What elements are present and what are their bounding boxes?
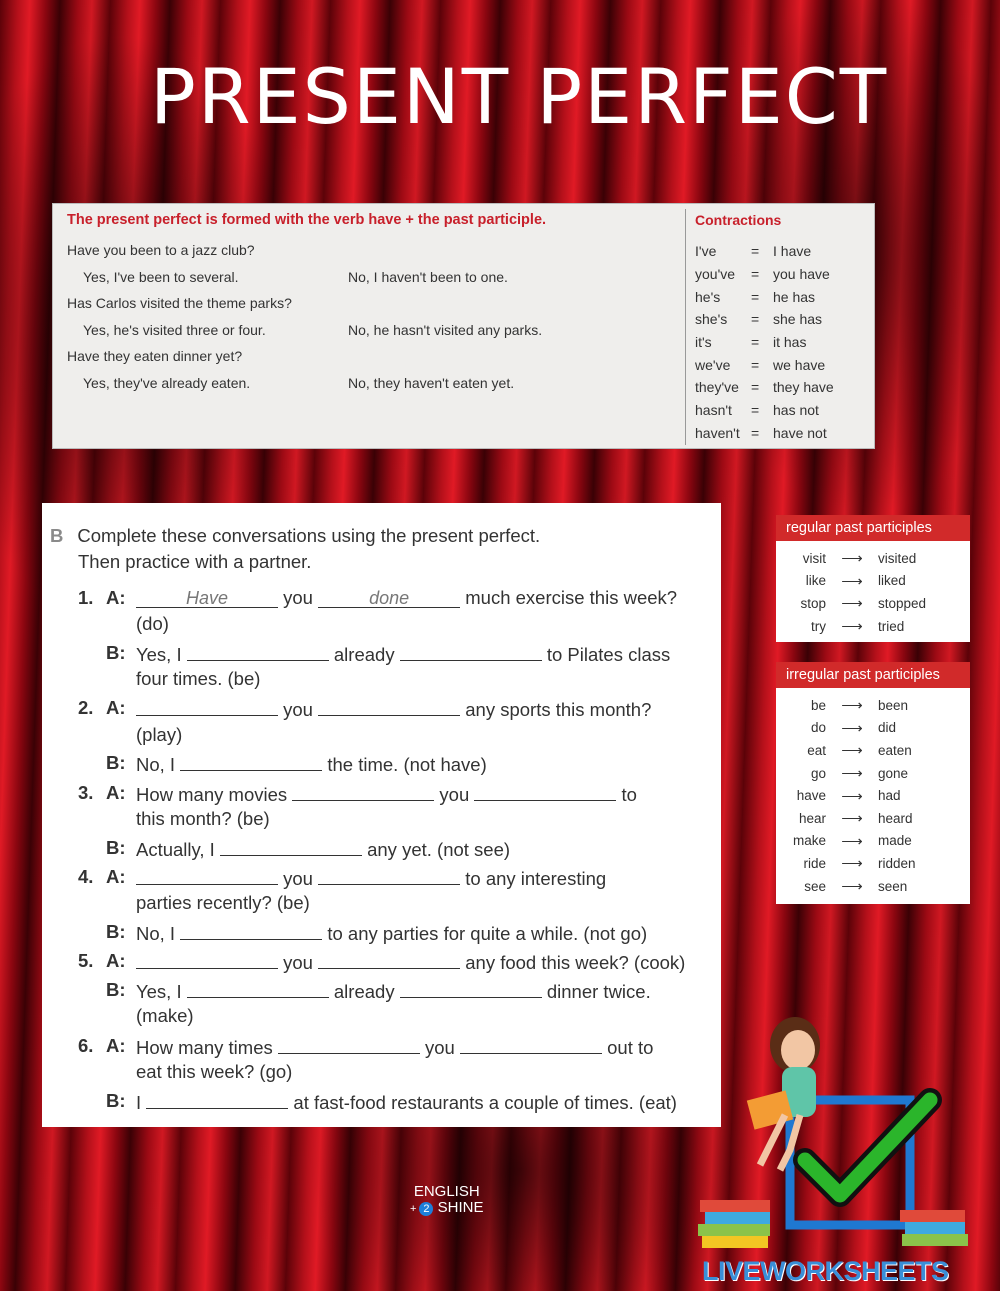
- grammar-examples: [67, 212, 677, 401]
- line-1b-cont: four times. (be): [136, 668, 261, 689]
- text: you: [283, 868, 313, 889]
- line-3b: [136, 837, 510, 861]
- contraction-row: [695, 263, 834, 286]
- text: How many times: [136, 1037, 273, 1058]
- text: Yes, I: [136, 644, 182, 665]
- contraction-long: they have: [773, 379, 834, 396]
- logo-bottom: SHINE: [437, 1199, 484, 1216]
- speaker-a: A:: [106, 782, 126, 803]
- past-participle: liked: [878, 573, 906, 589]
- base-verb: hear: [798, 810, 826, 826]
- participle-row: [776, 784, 970, 807]
- equals-sign: =: [751, 356, 760, 373]
- contraction-short: we've: [695, 356, 731, 373]
- arrow-icon: ⟶: [841, 765, 863, 783]
- grammar-answers: [67, 375, 677, 390]
- line-2a-cont: (play): [136, 724, 183, 745]
- speaker-b: B:: [106, 837, 126, 858]
- past-participle: been: [878, 697, 909, 713]
- grammar-question: Has Carlos visited the theme parks?: [67, 295, 292, 311]
- base-verb: do: [810, 720, 826, 736]
- answer-blank[interactable]: [318, 697, 460, 716]
- speaker-b: B:: [106, 921, 126, 942]
- arrow-icon: ⟶: [841, 878, 863, 896]
- girl-reading-icon: [747, 1017, 820, 1170]
- answer-blank[interactable]: [474, 782, 616, 801]
- base-verb: try: [811, 618, 826, 634]
- answer-blank[interactable]: [400, 979, 542, 998]
- line-6b: [136, 1090, 677, 1114]
- irregular-participles-box: [776, 662, 970, 904]
- english2shine-logo: ENGLISH + 2 SHINE: [410, 1183, 484, 1216]
- participle-row: [776, 807, 970, 830]
- answer-blank[interactable]: [180, 752, 322, 771]
- participle-row: [776, 739, 970, 762]
- answer-blank[interactable]: [187, 642, 329, 661]
- intro-line-1: Complete these conversations using the present perfect.: [77, 525, 541, 546]
- base-verb: visit: [802, 550, 826, 566]
- contractions-panel: [695, 212, 834, 444]
- arrow-icon: ⟶: [841, 742, 863, 760]
- equals-sign: =: [751, 424, 760, 441]
- text: you: [425, 1037, 455, 1058]
- participle-row: [776, 570, 970, 593]
- grammar-box: [52, 203, 875, 449]
- participle-row: [776, 615, 970, 638]
- item-number: 3.: [78, 782, 94, 803]
- arrow-icon: ⟶: [841, 550, 863, 568]
- contraction-row: [695, 331, 834, 354]
- base-verb: ride: [803, 855, 826, 871]
- base-verb: make: [792, 833, 826, 849]
- contraction-long: have not: [773, 424, 827, 441]
- intro-line-2: Then practice with a partner.: [78, 551, 312, 572]
- equals-sign: =: [751, 311, 760, 328]
- equals-sign: =: [751, 402, 760, 419]
- answer-blank[interactable]: Have: [136, 589, 278, 608]
- grammar-no: No, I haven't been to one.: [348, 269, 508, 285]
- exercise-intro: [50, 523, 540, 575]
- contraction-long: she has: [773, 311, 823, 328]
- base-verb: eat: [807, 742, 826, 758]
- text: you: [439, 784, 470, 805]
- text: you: [283, 952, 313, 973]
- line-4b: [136, 921, 647, 945]
- text: you: [283, 699, 313, 720]
- contraction-short: they've: [695, 379, 739, 396]
- past-participle: heard: [878, 810, 913, 826]
- item-number: 4.: [78, 866, 94, 887]
- contraction-short: haven't: [695, 424, 740, 441]
- grammar-yes: Yes, they've already eaten.: [83, 375, 251, 391]
- contraction-short: you've: [695, 266, 736, 283]
- answer-blank[interactable]: [187, 979, 329, 998]
- text: the time. (not have): [327, 754, 487, 775]
- line-1a: [136, 587, 677, 609]
- line-5a: [136, 950, 685, 974]
- base-verb: have: [796, 788, 826, 804]
- participle-row: [776, 592, 970, 615]
- item-number: 6.: [78, 1035, 94, 1056]
- participle-row: [776, 875, 970, 898]
- speaker-a: A:: [106, 1035, 126, 1056]
- contraction-long: I have: [773, 243, 812, 260]
- contraction-row: [695, 422, 834, 445]
- text: No, I: [136, 754, 176, 775]
- speaker-b: B:: [106, 752, 126, 773]
- participle-row: [776, 717, 970, 740]
- arrow-icon: ⟶: [841, 719, 863, 737]
- contraction-short: hasn't: [695, 402, 732, 419]
- item-number: 1.: [78, 587, 94, 608]
- equals-sign: =: [751, 288, 760, 305]
- contraction-row: [695, 285, 834, 308]
- past-participle: tried: [878, 618, 905, 634]
- text: out to: [607, 1037, 654, 1058]
- line-6a-cont: eat this week? (go): [136, 1061, 293, 1082]
- arrow-icon: ⟶: [841, 787, 863, 805]
- answer-blank[interactable]: [292, 782, 434, 801]
- line-5b-cont: (make): [136, 1005, 194, 1026]
- arrow-icon: ⟶: [841, 697, 863, 715]
- line-2a: [136, 697, 651, 721]
- grammar-heading: The present perfect is formed with the verb have + the past participle.: [67, 212, 547, 228]
- past-participle: eaten: [878, 742, 912, 758]
- text: already: [333, 981, 395, 1002]
- grammar-answers: [67, 269, 677, 284]
- irregular-heading: irregular past participles: [776, 662, 970, 688]
- participle-row: [776, 547, 970, 570]
- contraction-short: it's: [695, 334, 712, 351]
- line-4a: [136, 866, 606, 890]
- past-participle: made: [878, 833, 912, 849]
- books-stack-icon: [900, 1210, 968, 1246]
- item-number: 5.: [78, 950, 94, 971]
- regular-heading: regular past participles: [776, 515, 970, 541]
- base-verb: be: [810, 697, 826, 713]
- answer-blank[interactable]: [136, 950, 278, 969]
- arrow-icon: ⟶: [841, 595, 863, 613]
- logo-two: 2: [419, 1202, 433, 1216]
- teacher-illustration: [690, 1005, 990, 1285]
- contraction-long: it has: [773, 334, 807, 351]
- item-number: 2.: [78, 697, 94, 718]
- grammar-question: Have they eaten dinner yet?: [67, 348, 243, 364]
- text: Actually, I: [136, 839, 215, 860]
- books-stack-icon: [698, 1200, 770, 1248]
- contraction-row: [695, 308, 834, 331]
- text: at fast-food restaurants a couple of times. (eat): [293, 1092, 677, 1113]
- answer-blank[interactable]: [136, 697, 278, 716]
- contraction-row: [695, 353, 834, 376]
- regular-participles-box: [776, 515, 970, 642]
- answer-blank[interactable]: done: [318, 589, 460, 608]
- contraction-row: [695, 376, 834, 399]
- text: to any interesting: [465, 868, 607, 889]
- line-5b: [136, 979, 651, 1003]
- contractions-heading: Contractions: [695, 212, 782, 228]
- liveworksheets-watermark: LIVEWORKSHEETS: [702, 1256, 949, 1286]
- text: you: [283, 587, 313, 608]
- past-participle: seen: [878, 878, 908, 894]
- contraction-short: I've: [695, 243, 717, 260]
- grammar-divider: [685, 209, 686, 445]
- answer-blank[interactable]: [146, 1090, 288, 1109]
- line-2b: [136, 752, 487, 776]
- equals-sign: =: [751, 334, 760, 351]
- text: to any parties for quite a while. (not go): [327, 923, 648, 944]
- speaker-a: A:: [106, 697, 126, 718]
- speaker-a: A:: [106, 950, 126, 971]
- arrow-icon: ⟶: [841, 618, 863, 636]
- speaker-b: B:: [106, 979, 126, 1000]
- equals-sign: =: [751, 243, 760, 260]
- past-participle: had: [878, 788, 901, 804]
- text: Yes, I: [136, 981, 182, 1002]
- grammar-answers: [67, 322, 677, 337]
- line-1a-cont: (do): [136, 613, 169, 634]
- text: No, I: [136, 923, 176, 944]
- arrow-icon: ⟶: [841, 810, 863, 828]
- grammar-yes: Yes, he's visited three or four.: [83, 322, 266, 338]
- answer-blank[interactable]: [400, 642, 542, 661]
- grammar-question: Have you been to a jazz club?: [67, 242, 255, 258]
- past-participle: did: [878, 720, 897, 736]
- line-1b: [136, 642, 670, 666]
- speaker-a: A:: [106, 866, 126, 887]
- line-3a: [136, 782, 637, 806]
- contraction-long: we have: [773, 356, 826, 373]
- arrow-icon: ⟶: [841, 832, 863, 850]
- base-verb: stop: [800, 595, 826, 611]
- grammar-yes: Yes, I've been to several.: [83, 269, 239, 285]
- exercise-letter: B: [50, 525, 64, 546]
- contraction-short: he's: [695, 288, 721, 305]
- contraction-row: [695, 399, 834, 422]
- answer-blank[interactable]: [460, 1035, 602, 1054]
- grammar-no: No, he hasn't visited any parks.: [348, 322, 543, 338]
- contraction-row: [695, 240, 834, 263]
- arrow-icon: ⟶: [841, 572, 863, 590]
- answer-blank[interactable]: [136, 866, 278, 885]
- text: I: [136, 1092, 142, 1113]
- past-participle: stopped: [878, 595, 927, 611]
- text: any food this week? (cook): [465, 952, 686, 973]
- participle-row: [776, 762, 970, 785]
- answer-blank[interactable]: [180, 921, 322, 940]
- contraction-short: she's: [695, 311, 728, 328]
- grammar-no: No, they haven't eaten yet.: [348, 375, 515, 391]
- text: any sports this month?: [465, 699, 652, 720]
- answer-blank[interactable]: [278, 1035, 420, 1054]
- base-verb: like: [805, 573, 826, 589]
- text: How many movies: [136, 784, 288, 805]
- answer-blank[interactable]: [318, 866, 460, 885]
- contraction-long: you have: [773, 266, 830, 283]
- speaker-b: B:: [106, 642, 126, 663]
- base-verb: see: [804, 878, 826, 894]
- text: dinner twice.: [546, 981, 651, 1002]
- speaker-a: A:: [106, 587, 126, 608]
- text: any yet. (not see): [367, 839, 511, 860]
- past-participle: gone: [878, 765, 909, 781]
- line-6a: [136, 1035, 653, 1059]
- text: to Pilates class: [546, 644, 671, 665]
- answer-blank[interactable]: [220, 837, 362, 856]
- text: already: [333, 644, 395, 665]
- page-title: PRESENT PERFECT: [150, 52, 889, 141]
- exercise-panel: [42, 503, 721, 1127]
- line-4a-cont: parties recently? (be): [136, 892, 310, 913]
- contraction-long: has not: [773, 402, 819, 419]
- contraction-long: he has: [773, 288, 816, 305]
- base-verb: go: [810, 765, 826, 781]
- past-participle: ridden: [878, 855, 916, 871]
- logo-top: ENGLISH: [413, 1183, 480, 1200]
- line-3a-cont: this month? (be): [136, 808, 270, 829]
- speaker-b: B:: [106, 1090, 126, 1111]
- participle-row: [776, 852, 970, 875]
- arrow-icon: ⟶: [841, 855, 863, 873]
- past-participle: visited: [878, 550, 917, 566]
- participle-row: [776, 830, 970, 853]
- participle-row: [776, 694, 970, 717]
- equals-sign: =: [751, 266, 760, 283]
- text: to: [621, 784, 637, 805]
- answer-blank[interactable]: [318, 950, 460, 969]
- text: much exercise this week?: [465, 587, 678, 608]
- equals-sign: =: [751, 379, 760, 396]
